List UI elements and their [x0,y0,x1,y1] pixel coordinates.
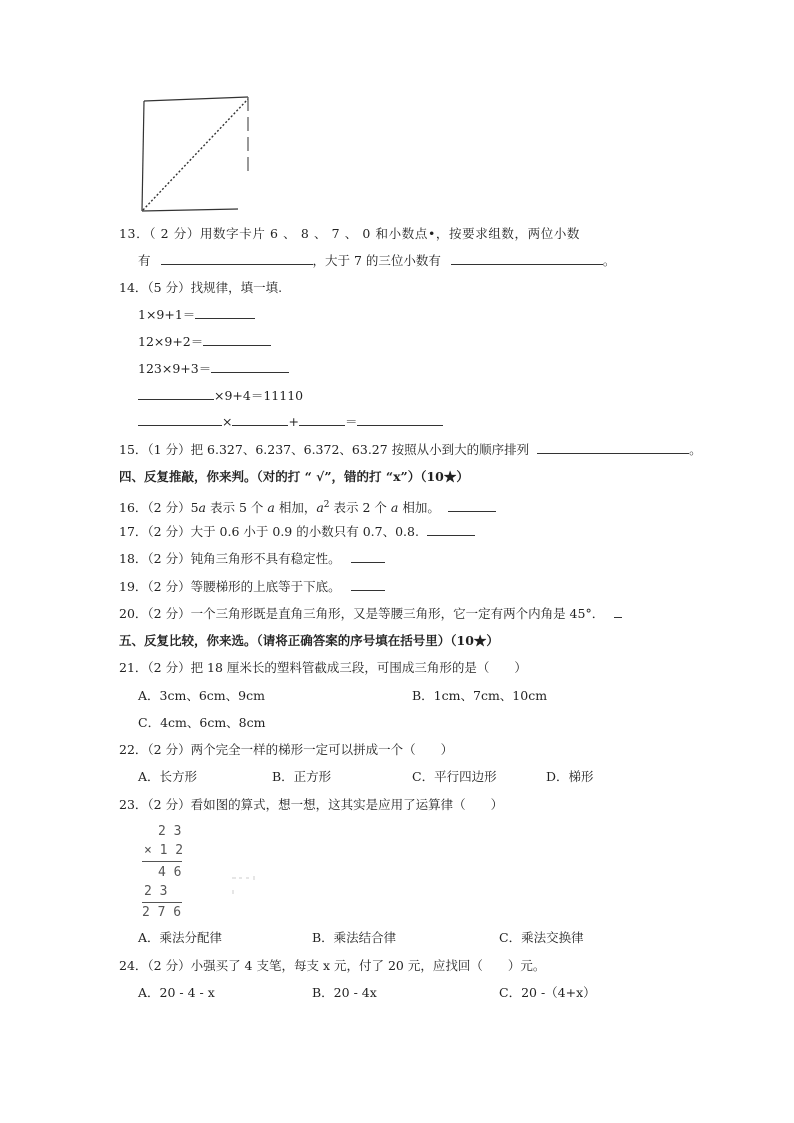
mult-line-2 [142,902,182,903]
q15-answer-blank[interactable] [537,441,689,454]
q16-var-3: a [316,500,324,516]
q14-row5 [138,413,443,431]
q14-row3 [138,360,289,378]
q14-row5-times: × [222,414,233,429]
q18-line [119,550,385,568]
q18-text: 18．（2 分）钝角三角形不具有稳定性。 [119,551,341,566]
q14-row4 [138,387,303,405]
mult-line-1 [142,861,182,862]
q14-row2-blank[interactable] [203,333,271,346]
q24-option-a[interactable]: A．20 - 4 - x [138,985,215,1000]
q19-answer-blank[interactable] [351,578,385,591]
q14-row5-plus: + [288,414,299,429]
q17-line [119,523,475,541]
faint-marks [230,872,260,898]
q15-end: 。 [689,442,702,457]
q14-row5-blank-1[interactable] [138,413,222,426]
q15-line [119,441,702,459]
q20-answer-blank[interactable] [614,605,622,618]
q14-row5-blank-3[interactable] [299,413,345,426]
q24-option-b[interactable]: B．20 - 4x [312,985,377,1000]
square-diagonal-figure [138,93,254,215]
q19-line [119,578,385,596]
q19-text: 19．（2 分）等腰梯形的上底等于下底。 [119,579,341,594]
mult-row-3: 4 6 [158,865,182,880]
q23-option-b[interactable]: B．乘法结合律 [312,930,397,945]
mult-row-4: 2 3 [144,884,168,899]
q20-line [119,605,622,623]
q16-text-a: 16．（2 分）5 [119,500,199,516]
mult-row-2: × 1 2 [144,843,184,858]
q14-row1-blank[interactable] [195,306,255,319]
q22-option-b[interactable]: B．正方形 [272,769,332,784]
q15-text: 15．（1 分）把 6.327、6.237、6.372、63.27 按照从小到大的顺序排列 [119,442,530,457]
q21-question: 21．（2 分）把 18 厘米长的塑料管截成三段，可围成三角形的是（ ） [119,660,527,675]
q16-superscript: 2 [323,500,330,510]
q13-text-c: 。 [602,253,616,268]
q14-row3-text: 123×9+3＝ [138,361,212,376]
q16-line [119,496,496,517]
q16-var-4: a [390,500,399,516]
q17-text: 17．（2 分）大于 0.6 小于 0.9 的小数只有 0.7、0.8. [119,524,419,539]
q14-row4-blank[interactable] [138,387,214,400]
q14-title: 14．（5 分）找规律，填一填. [119,280,283,295]
q13-text-b: ，大于 7 的三位小数有 [312,253,441,268]
q14-row5-eq: ＝ [344,414,358,429]
q14-row5-blank-4[interactable] [357,413,443,426]
q23-option-c[interactable]: C．乘法交换律 [499,930,584,945]
q13-line2 [138,252,615,270]
section4-heading: 四、反复推敲，你来判。（对的打 “ √”，错的打 “x”）（10★） [119,469,469,484]
section5-heading: 五、反复比较，你来选。（请将正确答案的序号填在括号里）（10★） [119,633,499,648]
q14-row1 [138,306,255,324]
q14-row4-text: ×9+4＝11110 [214,388,304,403]
q14-row2 [138,333,271,351]
q16-text-d: 表示 2 个 [333,500,387,516]
q13-line1: 13．（ 2 分）用数字卡片 6 、 8 、 7 、 0 和小数点•，按要求组数，两位小数 [119,226,581,241]
q22-option-a[interactable]: A．长方形 [138,769,198,784]
q13-text-a: 有 [138,253,151,268]
q18-answer-blank[interactable] [351,550,385,563]
q14-row5-blank-2[interactable] [232,413,288,426]
q17-answer-blank[interactable] [427,523,475,536]
q16-var-2: a [267,500,275,516]
vertical-multiplication-figure [138,824,268,924]
q16-text-c: 相加， [278,500,317,516]
q21-option-c[interactable]: C．4cm、6cm、8cm [138,715,266,730]
q23-question: 23．（2 分）看如图的算式，想一想，这其实是应用了运算律（ ） [119,797,504,812]
q13-answer-blank-1[interactable] [161,252,313,265]
q14-row3-blank[interactable] [211,360,289,373]
q21-option-a[interactable]: A．3cm、6cm、9cm [138,688,265,703]
q13-answer-blank-2[interactable] [451,252,603,265]
q16-text-e: 相加。 [402,500,440,516]
q22-option-d[interactable]: D．梯形 [546,769,594,784]
mult-row-5: 2 7 6 [142,905,182,920]
q22-question: 22．（2 分）两个完全一样的梯形一定可以拼成一个（ ） [119,742,454,757]
q20-text: 20．（2 分）一个三角形既是直角三角形，又是等腰三角形，它一定有两个内角是 45°． [119,606,605,621]
mult-row-1: 2 3 [158,824,182,839]
q14-row1-text: 1×9+1＝ [138,307,196,322]
q24-option-c[interactable]: C．20 -（4+x） [499,985,596,1000]
q24-question: 24．（2 分）小强买了 4 支笔，每支 x 元，付了 20 元，应找回（ ）元。 [119,958,546,973]
q22-option-c[interactable]: C．平行四边形 [412,769,497,784]
q16-answer-blank[interactable] [448,499,496,512]
q16-text-b: 表示 5 个 [209,500,264,516]
q23-option-a[interactable]: A．乘法分配律 [138,930,223,945]
q21-option-b[interactable]: B．1cm、7cm、10cm [412,688,548,703]
q16-var-1: a [198,500,206,516]
q14-row2-text: 12×9+2＝ [138,334,204,349]
